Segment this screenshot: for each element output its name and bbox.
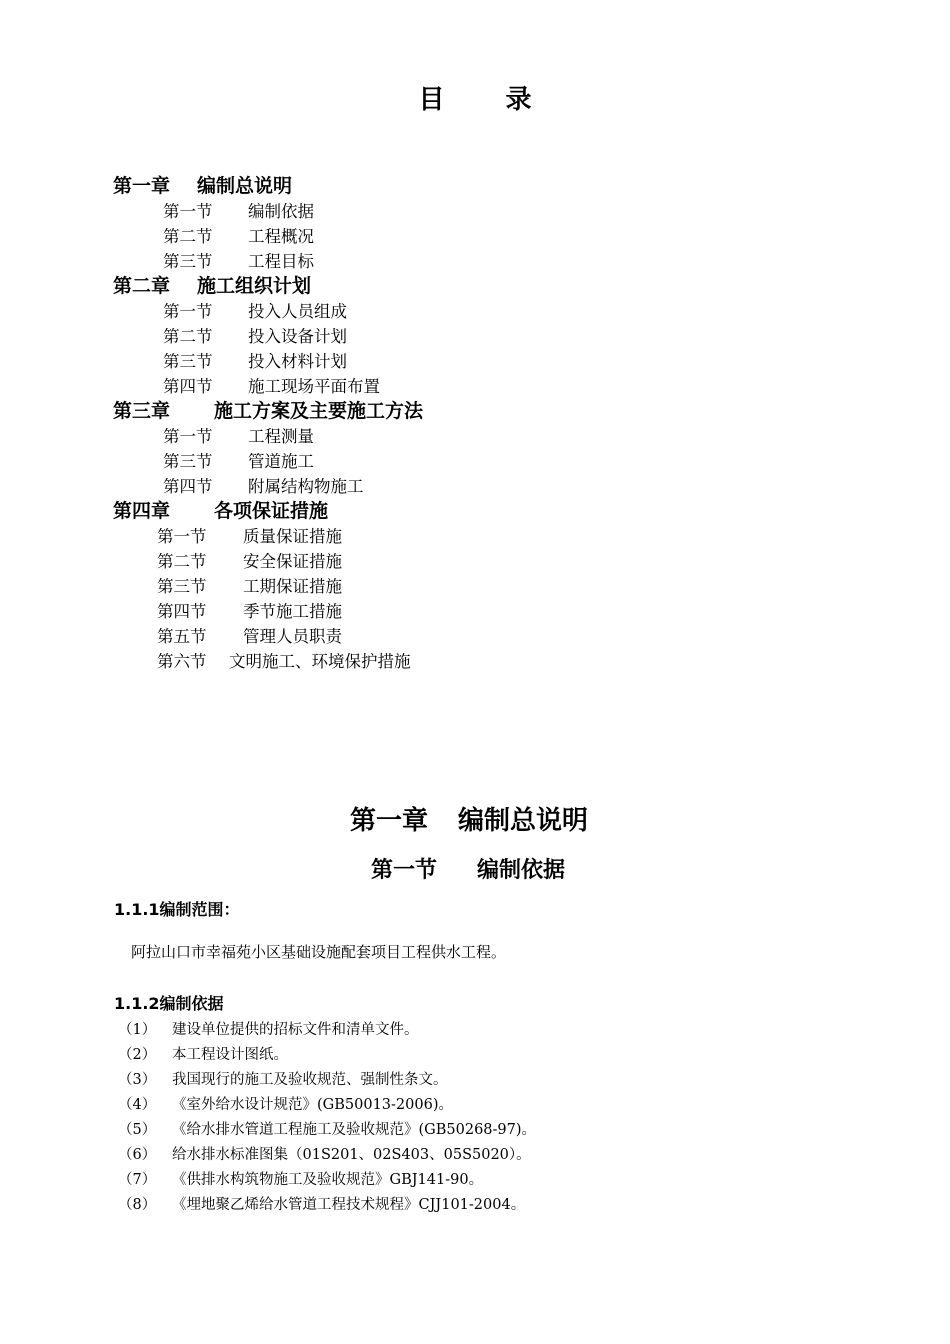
- section-number: 第二节: [163, 227, 213, 246]
- toc-section[interactable]: [113, 574, 813, 599]
- scope-text: 阿拉山口市幸福苑小区基础设施配套项目工程供水工程。: [131, 943, 507, 961]
- section-title: 安全保证措施: [243, 552, 342, 571]
- list-item-text: 《供排水构筑物施工及验收规范》GBJ141-90。: [172, 1172, 484, 1188]
- chapter-heading: [350, 804, 588, 838]
- section-heading: [371, 856, 565, 886]
- toc-section[interactable]: [113, 424, 813, 449]
- section-title: 工程目标: [248, 252, 314, 271]
- basis-heading: 1.1.2编制依据: [114, 994, 224, 1013]
- toc-section[interactable]: [113, 524, 813, 549]
- toc-section[interactable]: [113, 224, 813, 249]
- list-item: [118, 1093, 536, 1118]
- toc-section[interactable]: [113, 374, 813, 399]
- section-number: 第六节: [157, 652, 207, 671]
- list-item: [118, 1043, 536, 1068]
- list-item-text: 《给水排水管道工程施工及验收规范》(GB50268-97)。: [172, 1122, 537, 1138]
- list-item: [118, 1168, 536, 1193]
- toc-section[interactable]: [113, 549, 813, 574]
- section-title: 工程测量: [248, 427, 314, 446]
- section-title: 编制依据: [248, 202, 314, 221]
- section-heading-title: 编制依据: [477, 858, 566, 883]
- section-number: 第四节: [157, 602, 207, 621]
- chapter-title: 各项保证措施: [214, 500, 329, 522]
- section-number: 第五节: [157, 627, 207, 646]
- toc-section[interactable]: [113, 349, 813, 374]
- section-number: 第二节: [157, 552, 207, 571]
- section-title: 投入设备计划: [248, 327, 347, 346]
- section-title: 投入材料计划: [248, 352, 347, 371]
- chapter-heading-number: 第一章: [350, 806, 429, 836]
- section-number: 第四节: [163, 477, 213, 496]
- basis-list: [118, 1018, 536, 1218]
- list-item-index: （1）: [118, 1022, 157, 1038]
- toc-section[interactable]: [113, 599, 813, 624]
- section-title: 质量保证措施: [243, 527, 342, 546]
- section-title: 管道施工: [248, 452, 314, 471]
- chapter-number: 第四章: [113, 500, 171, 522]
- list-item-text: 建设单位提供的招标文件和清单文件。: [172, 1022, 419, 1038]
- list-item: [118, 1068, 536, 1093]
- list-item-index: （2）: [118, 1047, 157, 1063]
- list-item-index: （8）: [118, 1197, 157, 1213]
- section-title: 工期保证措施: [243, 577, 342, 596]
- chapter-title: 施工方案及主要施工方法: [214, 400, 424, 422]
- section-number: 第一节: [163, 302, 213, 321]
- section-title: 附属结构物施工: [248, 477, 364, 496]
- list-item-text: 《埋地聚乙烯给水管道工程技术规程》CJJ101-2004。: [172, 1197, 526, 1213]
- list-item: [118, 1143, 536, 1168]
- toc-title: 目 录: [418, 85, 558, 115]
- list-item-text: 本工程设计图纸。: [172, 1047, 288, 1063]
- toc-section[interactable]: [113, 299, 813, 324]
- chapter-title: 施工组织计划: [197, 275, 312, 297]
- list-item: [118, 1018, 536, 1043]
- list-item: [118, 1193, 536, 1218]
- toc-section[interactable]: [113, 649, 813, 674]
- scope-heading: 1.1.1编制范围：: [114, 900, 240, 919]
- section-number: 第一节: [163, 202, 213, 221]
- list-item-index: （7）: [118, 1172, 157, 1188]
- section-number: 第三节: [163, 252, 213, 271]
- chapter-heading-title: 编制总说明: [458, 806, 589, 836]
- table-of-contents: [113, 174, 813, 674]
- toc-section[interactable]: [113, 474, 813, 499]
- list-item-index: （5）: [118, 1122, 157, 1138]
- chapter-number: 第三章: [113, 400, 171, 422]
- list-item-text: 《室外给水设计规范》(GB50013-2006)。: [172, 1097, 453, 1113]
- list-item: [118, 1118, 536, 1143]
- section-title: 管理人员职责: [243, 627, 342, 646]
- section-number: 第三节: [163, 452, 213, 471]
- section-number: 第二节: [163, 327, 213, 346]
- toc-section[interactable]: [113, 199, 813, 224]
- chapter-number: 第二章: [113, 275, 171, 297]
- section-number: 第三节: [163, 352, 213, 371]
- section-heading-number: 第一节: [371, 858, 438, 883]
- section-number: 第一节: [163, 427, 213, 446]
- list-item-text: 给水排水标准图集（01S201、02S403、05S5020）。: [172, 1147, 531, 1163]
- toc-chapter-3[interactable]: [113, 399, 813, 424]
- toc-section[interactable]: [113, 449, 813, 474]
- toc-chapter-1[interactable]: [113, 174, 813, 199]
- list-item-index: （3）: [118, 1072, 157, 1088]
- list-item-text: 我国现行的施工及验收规范、强制性条文。: [172, 1072, 448, 1088]
- section-title: 文明施工、环境保护措施: [229, 652, 411, 671]
- toc-section[interactable]: [113, 324, 813, 349]
- toc-chapter-2[interactable]: [113, 274, 813, 299]
- chapter-number: 第一章: [113, 175, 171, 197]
- section-title: 施工现场平面布置: [248, 377, 380, 396]
- toc-section[interactable]: [113, 624, 813, 649]
- section-title: 投入人员组成: [248, 302, 347, 321]
- chapter-title: 编制总说明: [197, 175, 293, 197]
- toc-section[interactable]: [113, 249, 813, 274]
- section-number: 第三节: [157, 577, 207, 596]
- section-title: 工程概况: [248, 227, 314, 246]
- list-item-index: （6）: [118, 1147, 157, 1163]
- section-number: 第四节: [163, 377, 213, 396]
- list-item-index: （4）: [118, 1097, 157, 1113]
- section-number: 第一节: [157, 527, 207, 546]
- section-title: 季节施工措施: [243, 602, 342, 621]
- toc-chapter-4[interactable]: [113, 499, 813, 524]
